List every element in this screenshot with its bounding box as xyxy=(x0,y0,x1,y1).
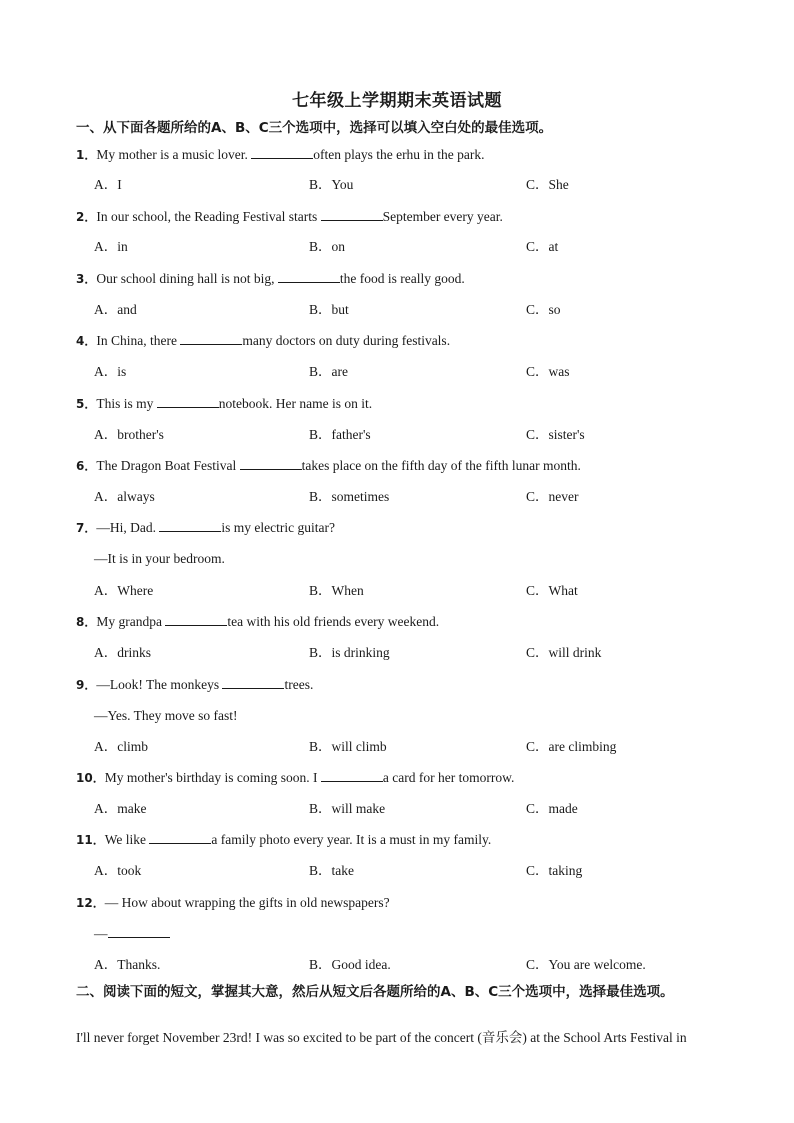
question-text: My mother is a music lover. xyxy=(96,147,252,162)
option-a[interactable]: A．always xyxy=(94,489,155,504)
question-number: 8． xyxy=(76,615,97,629)
option-a[interactable]: A．Where xyxy=(94,583,154,598)
option-a[interactable]: A．took xyxy=(94,863,142,878)
question-text-after-blank: September every year. xyxy=(382,209,503,224)
reading-passage: I'll never forget November 23rd! I was so excited to be part of the concert (音乐会) at the School Arts Festival in xyxy=(76,1030,687,1045)
answer-blank[interactable] xyxy=(240,457,302,470)
question-text-after-blank: takes place on the fifth day of the fifth lunar month. xyxy=(301,458,581,473)
dialogue-response xyxy=(94,707,238,725)
question-text-after-blank: the food is really good. xyxy=(339,271,465,286)
option-b[interactable]: B．on xyxy=(309,239,346,254)
question-text: My mother's birthday is coming soon. I xyxy=(104,770,321,785)
question-number: 1． xyxy=(76,148,97,162)
question-number: 3． xyxy=(76,272,97,286)
question-5 xyxy=(76,395,372,413)
question-text-after-blank: many doctors on duty during festivals. xyxy=(242,333,451,348)
option-b[interactable]: B．is drinking xyxy=(309,645,390,660)
question-text: In our school, the Reading Festival starts xyxy=(96,209,321,224)
question-number: 6． xyxy=(76,459,97,473)
option-a[interactable]: A．climb xyxy=(94,739,148,754)
question-text-after-blank: often plays the erhu in the park. xyxy=(313,147,485,162)
option-a[interactable]: A．in xyxy=(94,239,128,254)
option-a[interactable]: A．drinks xyxy=(94,645,151,660)
option-c[interactable]: C．What xyxy=(526,583,578,598)
option-c[interactable]: C．You are welcome. xyxy=(526,957,646,972)
option-c[interactable]: C．so xyxy=(526,302,561,317)
question-1 xyxy=(76,146,485,164)
question-6 xyxy=(76,457,581,475)
question-number: 4． xyxy=(76,334,97,348)
option-b[interactable]: B．take xyxy=(309,863,354,878)
question-10 xyxy=(76,769,514,787)
option-a[interactable]: A．I xyxy=(94,177,122,192)
option-c[interactable]: C．never xyxy=(526,489,579,504)
question-text-after-blank: notebook. Her name is on it. xyxy=(218,396,373,411)
answer-blank[interactable] xyxy=(165,613,227,626)
option-a[interactable]: A．is xyxy=(94,364,127,379)
dialogue-response xyxy=(94,550,225,568)
question-8 xyxy=(76,613,439,631)
question-text: — How about wrapping the gifts in old newspapers? xyxy=(104,895,390,910)
exam-title: 七年级上学期期末英语试题 xyxy=(292,91,502,111)
dialogue-response-text: —Yes. They move so fast! xyxy=(94,708,238,723)
question-9 xyxy=(76,676,313,694)
question-number: 2． xyxy=(76,210,97,224)
question-text-after-blank: tea with his old friends every weekend. xyxy=(227,614,440,629)
answer-blank[interactable] xyxy=(157,395,219,408)
option-c[interactable]: C．at xyxy=(526,239,559,254)
option-a[interactable]: A．make xyxy=(94,801,147,816)
question-text-after-blank: is my electric guitar? xyxy=(221,520,335,535)
dialogue-response xyxy=(94,925,170,943)
option-b[interactable]: B．but xyxy=(309,302,349,317)
option-c[interactable]: C．taking xyxy=(526,863,583,878)
section-1-heading: 一、从下面各题所给的A、B、C三个选项中，选择可以填入空白处的最佳选项。 xyxy=(76,120,553,136)
answer-blank[interactable] xyxy=(321,208,383,221)
question-text-after-blank: a card for her tomorrow. xyxy=(382,770,515,785)
question-text: In China, there xyxy=(96,333,181,348)
question-text-after-blank: trees. xyxy=(284,677,314,692)
answer-blank[interactable] xyxy=(149,831,211,844)
question-12 xyxy=(76,894,390,912)
option-c[interactable]: C．made xyxy=(526,801,578,816)
question-text: This is my xyxy=(96,396,157,411)
question-number: 7． xyxy=(76,521,97,535)
option-b[interactable]: B．will climb xyxy=(309,739,387,754)
option-b[interactable]: B．When xyxy=(309,583,364,598)
question-3 xyxy=(76,270,465,288)
answer-blank[interactable] xyxy=(108,925,170,938)
option-a[interactable]: A．and xyxy=(94,302,137,317)
answer-blank[interactable] xyxy=(251,146,313,159)
question-number: 5． xyxy=(76,397,97,411)
option-b[interactable]: B．will make xyxy=(309,801,386,816)
question-2 xyxy=(76,208,503,226)
question-text: —Hi, Dad. xyxy=(96,520,160,535)
option-b[interactable]: B．father's xyxy=(309,427,371,442)
answer-blank[interactable] xyxy=(180,332,242,345)
option-a[interactable]: A．Thanks. xyxy=(94,957,161,972)
question-text-after-blank: a family photo every year. It is a must in my family. xyxy=(211,832,492,847)
question-4 xyxy=(76,332,450,350)
question-text: My grandpa xyxy=(96,614,166,629)
question-text: The Dragon Boat Festival xyxy=(96,458,240,473)
option-b[interactable]: B．sometimes xyxy=(309,489,390,504)
question-number: 12． xyxy=(76,896,105,910)
option-c[interactable]: C．sister's xyxy=(526,427,585,442)
option-c[interactable]: C．She xyxy=(526,177,569,192)
option-c[interactable]: C．are climbing xyxy=(526,739,617,754)
question-text: —Look! The monkeys xyxy=(96,677,223,692)
answer-blank[interactable] xyxy=(159,519,221,532)
answer-blank[interactable] xyxy=(321,769,383,782)
answer-blank[interactable] xyxy=(222,676,284,689)
option-b[interactable]: B．Good idea. xyxy=(309,957,391,972)
option-b[interactable]: B．You xyxy=(309,177,354,192)
option-b[interactable]: B．are xyxy=(309,364,348,379)
question-number: 11． xyxy=(76,833,105,847)
option-c[interactable]: C．was xyxy=(526,364,570,379)
question-text: We like xyxy=(104,832,150,847)
question-7 xyxy=(76,519,335,537)
dialogue-response-text: — xyxy=(94,926,108,941)
question-text: Our school dining hall is not big, xyxy=(96,271,278,286)
answer-blank[interactable] xyxy=(278,270,340,283)
question-11 xyxy=(76,831,491,849)
option-a[interactable]: A．brother's xyxy=(94,427,164,442)
question-number: 10． xyxy=(76,771,105,785)
option-c[interactable]: C．will drink xyxy=(526,645,602,660)
dialogue-response-text: —It is in your bedroom. xyxy=(94,551,225,566)
section-2-heading: 二、阅读下面的短文，掌握其大意，然后从短文后各题所给的A、B、C三个选项中，选择最佳选项。 xyxy=(76,984,674,1000)
question-number: 9． xyxy=(76,678,97,692)
